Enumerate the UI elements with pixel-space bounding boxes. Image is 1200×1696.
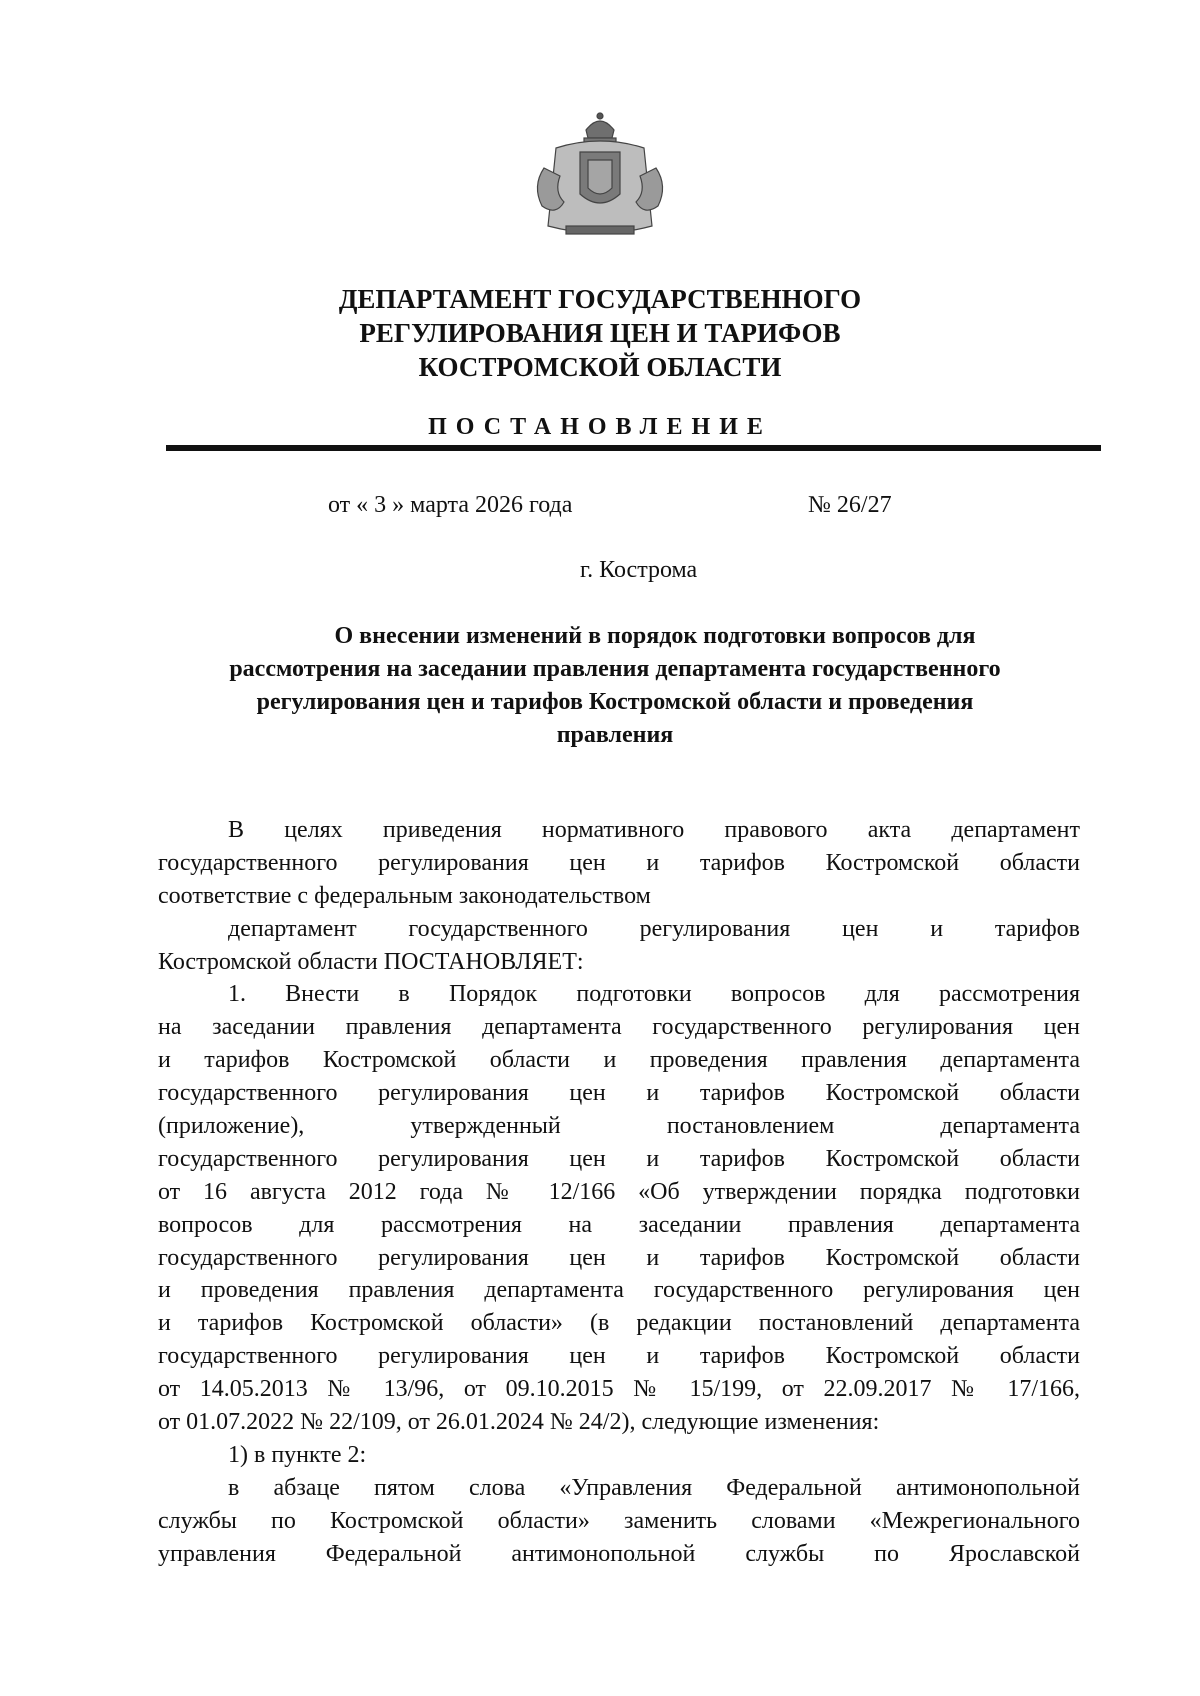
body-line: (приложение), утвержденный постановлением департамента — [158, 1113, 1080, 1140]
authority-line: КОСТРОМСКОЙ ОБЛАСТИ — [418, 352, 782, 382]
document-city: г. Кострома — [580, 557, 698, 583]
body-line: от 01.07.2022 № 22/109, от 26.01.2024 № 24/2), следующие изменения: — [158, 1409, 880, 1436]
body-line: 1) в пункте 2: — [228, 1441, 367, 1468]
body-line: соответствие с федеральным законодательством — [158, 882, 651, 909]
document-type: ПОСТАНОВЛЕНИЕ — [428, 414, 772, 440]
body-line: от 16 августа 2012 года № 12/166 «Об утверждении порядка подготовки — [158, 1178, 1080, 1205]
body-line: В целях приведения нормативного правового акта департамент — [228, 817, 1080, 843]
body-line: от 14.05.2013 № 13/96, от 09.10.2015 № 15/199, от 22.09.2017 № 17/166, — [158, 1376, 1080, 1403]
authority-line: ДЕПАРТАМЕНТ ГОСУДАРСТВЕННОГО — [338, 284, 862, 314]
body-line: Костромской области ПОСТАНОВЛЯЕТ: — [158, 948, 584, 975]
body-line: государственного регулирования цен и тарифов Костромской области — [158, 1080, 1080, 1107]
body-line: и тарифов Костромской области и проведения правления департамента — [158, 1047, 1080, 1074]
body-line: государственного регулирования цен и тарифов Костромской области — [158, 849, 1080, 876]
header-divider — [166, 445, 1101, 451]
body-line: государственного регулирования цен и тарифов Костромской области — [158, 1244, 1080, 1271]
document-subject — [150, 620, 1080, 752]
body-line: и тарифов Костромской области» (в редакции постановлений департамента — [158, 1310, 1080, 1337]
document-number: № 26/27 — [808, 492, 892, 518]
body-line: в абзаце пятом слова «Управления Федеральной антимонопольной — [228, 1474, 1080, 1501]
issuing-authority — [200, 282, 1000, 384]
subject-line: правления — [556, 722, 674, 748]
body-line: на заседании правления департамента государственного регулирования цен — [158, 1014, 1080, 1041]
authority-line: РЕГУЛИРОВАНИЯ ЦЕН И ТАРИФОВ — [359, 318, 841, 348]
subject-line: регулирования цен и тарифов Костромской области и проведения — [256, 689, 974, 715]
body-line: вопросов для рассмотрения на заседании правления департамента — [158, 1211, 1080, 1238]
subject-line: О внесении изменений в порядок подготовки вопросов для — [334, 623, 976, 649]
document-body — [158, 814, 1080, 1570]
body-line: государственного регулирования цен и тарифов Костромской области — [158, 1145, 1080, 1172]
body-line: управления Федеральной антимонопольной службы по Ярославской — [158, 1540, 1080, 1567]
body-line: государственного регулирования цен и тарифов Костромской области — [158, 1343, 1080, 1370]
body-line: департамент государственного регулирования цен и тарифов — [228, 915, 1080, 942]
body-line: 1. Внести в Порядок подготовки вопросов для рассмотрения — [228, 981, 1080, 1008]
body-line: и проведения правления департамента государственного регулирования цен — [158, 1277, 1080, 1304]
body-line: службы по Костромской области» заменить словами «Межрегионального — [158, 1507, 1080, 1534]
document-date: от « 3 » марта 2026 года — [328, 492, 573, 518]
coat-of-arms-emblem — [526, 108, 674, 244]
subject-line: рассмотрения на заседании правления департамента государственного — [229, 656, 1001, 682]
